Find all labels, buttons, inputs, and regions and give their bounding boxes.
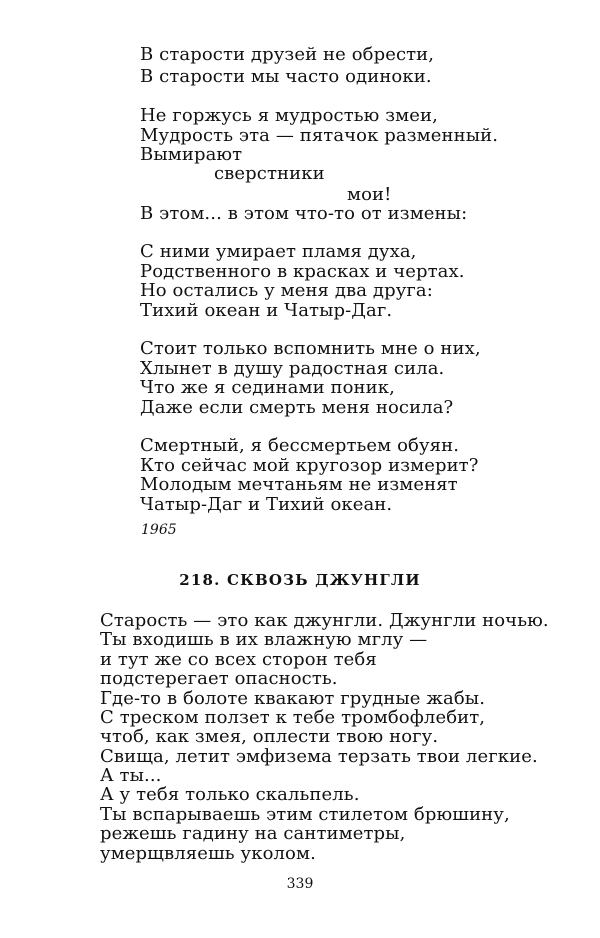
- poem-line: Не горжусь я мудростью змеи,: [140, 105, 438, 126]
- poem-line: В старости мы часто одиноки.: [140, 66, 432, 87]
- poem-heading: 218. СКВОЗЬ ДЖУНГЛИ: [179, 571, 421, 589]
- poem-line: и тут же со всех сторон тебя: [100, 649, 377, 670]
- poem-line: Тихий океан и Чатыр-Даг.: [140, 300, 393, 321]
- poem-line: А у тебя только скальпель.: [100, 784, 360, 805]
- poem-line: Ты вспарываешь этим стилетом брюшину,: [100, 804, 510, 825]
- poem-line: Чатыр-Даг и Тихий океан.: [140, 494, 393, 515]
- poem-line: Кто сейчас мой кругозор измерит?: [140, 455, 479, 476]
- poem-line: С треском ползет к тебе тромбофлебит,: [100, 707, 486, 728]
- poem-line: умерщвляешь уколом.: [100, 843, 316, 864]
- poem-line: Свища, летит эмфизема терзать твои легкие.: [100, 746, 538, 767]
- poem-line: сверстники: [214, 163, 325, 184]
- poem-line: мои!: [347, 184, 392, 205]
- poem-line: Старость — это как джунгли. Джунгли ночью.: [100, 610, 549, 631]
- poem-line: Молодым мечтаньям не изменят: [140, 474, 458, 495]
- poem-line: А ты...: [100, 765, 162, 786]
- poem-line: В этом... в этом что-то от измены:: [140, 203, 468, 224]
- poem-line: Даже если смерть меня носила?: [140, 397, 454, 418]
- poem-line: В старости друзей не обрести,: [140, 44, 435, 65]
- poem-line: Родственного в красках и чертах.: [140, 261, 465, 282]
- poem-line: Но остались у меня два друга:: [140, 280, 433, 301]
- poem-line: Что же я сединами поник,: [140, 377, 395, 398]
- poem-line: Хлынет в душу радостная сила.: [140, 358, 445, 379]
- poem-line: Где-то в болоте квакают грудные жабы.: [100, 688, 486, 709]
- poem-line: Мудрость эта — пятачок разменный.: [140, 125, 499, 146]
- poem-line: режешь гадину на сантиметры,: [100, 823, 406, 844]
- poem-line: Смертный, я бессмертьем обуян.: [140, 435, 460, 456]
- poem-line: чтоб, как змея, оплести твою ногу.: [100, 726, 439, 747]
- poem-line: Стоит только вспомнить мне о них,: [140, 338, 481, 359]
- poem-line: Ты входишь в их влажную мглу —: [100, 629, 428, 650]
- poem-line: С ними умирает пламя духа,: [140, 241, 417, 262]
- poem-line: подстерегает опасность.: [100, 668, 338, 689]
- poem-date: 1965: [141, 522, 177, 538]
- poem-line: Вымирают: [140, 144, 243, 165]
- page-number: 339: [286, 876, 314, 892]
